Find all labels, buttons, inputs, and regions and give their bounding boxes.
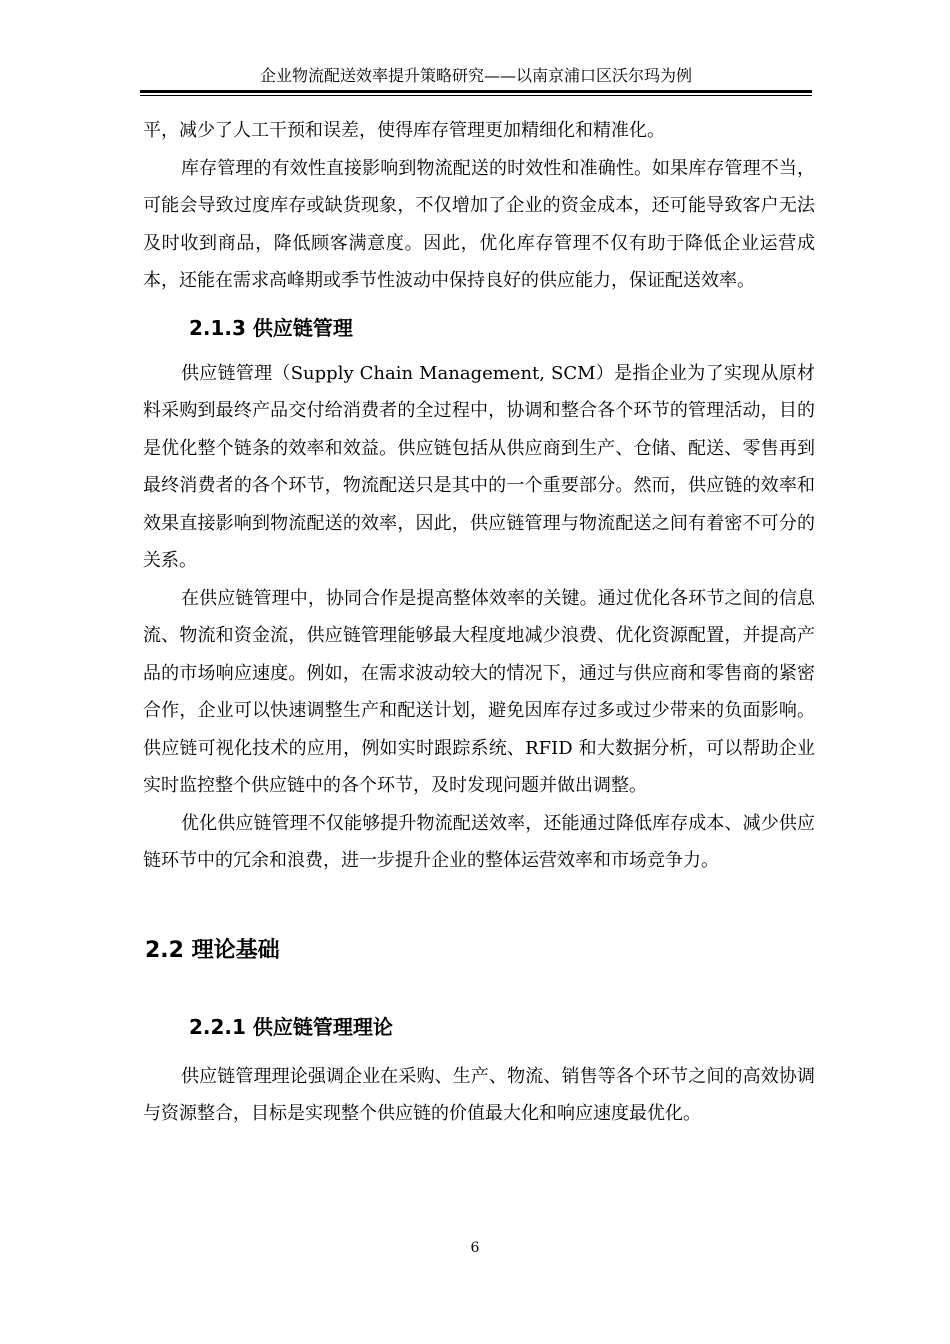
paragraph-scm-collaboration: 在供应链管理中，协同合作是提高整体效率的关键。通过优化各环节之间的信息流、物流和资金流，供应链管理能够最大程度地减少浪费、优化资源配置，并提高产品的市场响应速度。例如，在需求波动较大的情况下，通过与供应商和零售商的紧密合作，企业可以快速调整生产和配送计划，避免因库存过多或过少带来的负面影响。供应链可视化技术的应用，例如实时跟踪系统、RFID 和大数据分析，可以帮助企业实时监控整个供应链中的各个环节，及时发现问题并做出调整。 bbox=[143, 587, 815, 796]
paragraph-inventory: 库存管理的有效性直接影响到物流配送的时效性和准确性。如果库存管理不当，可能会导致过度库存或缺货现象，不仅增加了企业的资金成本，还可能导致客户无法及时收到商品，降低顾客满意度。因此，优化库存管理不仅有助于降低企业运营成本，还能在需求高峰期或季节性波动中保持良好的供应能力，保证配送效率。 bbox=[143, 157, 815, 291]
header-rule-thick bbox=[140, 90, 812, 93]
heading-2-1-3: 2.1.3 供应链管理 bbox=[189, 315, 353, 340]
heading-2-2-1: 2.2.1 供应链管理理论 bbox=[189, 1014, 393, 1039]
body-text bbox=[143, 112, 815, 1133]
paragraph-scm-optimization: 优化供应链管理不仅能够提升物流配送效率，还能通过降低库存成本、减少供应链环节中的冗余和浪费，进一步提升企业的整体运营效率和市场竞争力。 bbox=[143, 812, 815, 871]
page-number: 6 bbox=[470, 1240, 480, 1256]
running-header: 企业物流配送效率提升策略研究——以南京浦口区沃尔玛为例 bbox=[259, 66, 692, 85]
header-rule-thin bbox=[140, 95, 812, 96]
paragraph-scm-theory: 供应链管理理论强调企业在采购、生产、物流、销售等各个环节之间的高效协调与资源整合，目标是实现整个供应链的价值最大化和响应速度最优化。 bbox=[143, 1065, 815, 1124]
paragraph-scm-definition: 供应链管理（Supply Chain Management, SCM）是指企业为了实现从原材料采购到最终产品交付给消费者的全过程中，协调和整合各个环节的管理活动，目的是优化整个链条的效率和效益。供应链包括从供应商到生产、仓储、配送、零售再到最终消费者的各个环节，物流配送只是其中的一个重要部分。然而，供应链的效率和效果直接影响到物流配送的效率，因此，供应链管理与物流配送之间有着密不可分的关系。 bbox=[143, 362, 815, 571]
paragraph-continued: 平，减少了人工干预和误差，使得库存管理更加精细化和精准化。 bbox=[143, 120, 665, 141]
heading-2-2: 2.2 理论基础 bbox=[145, 937, 280, 963]
